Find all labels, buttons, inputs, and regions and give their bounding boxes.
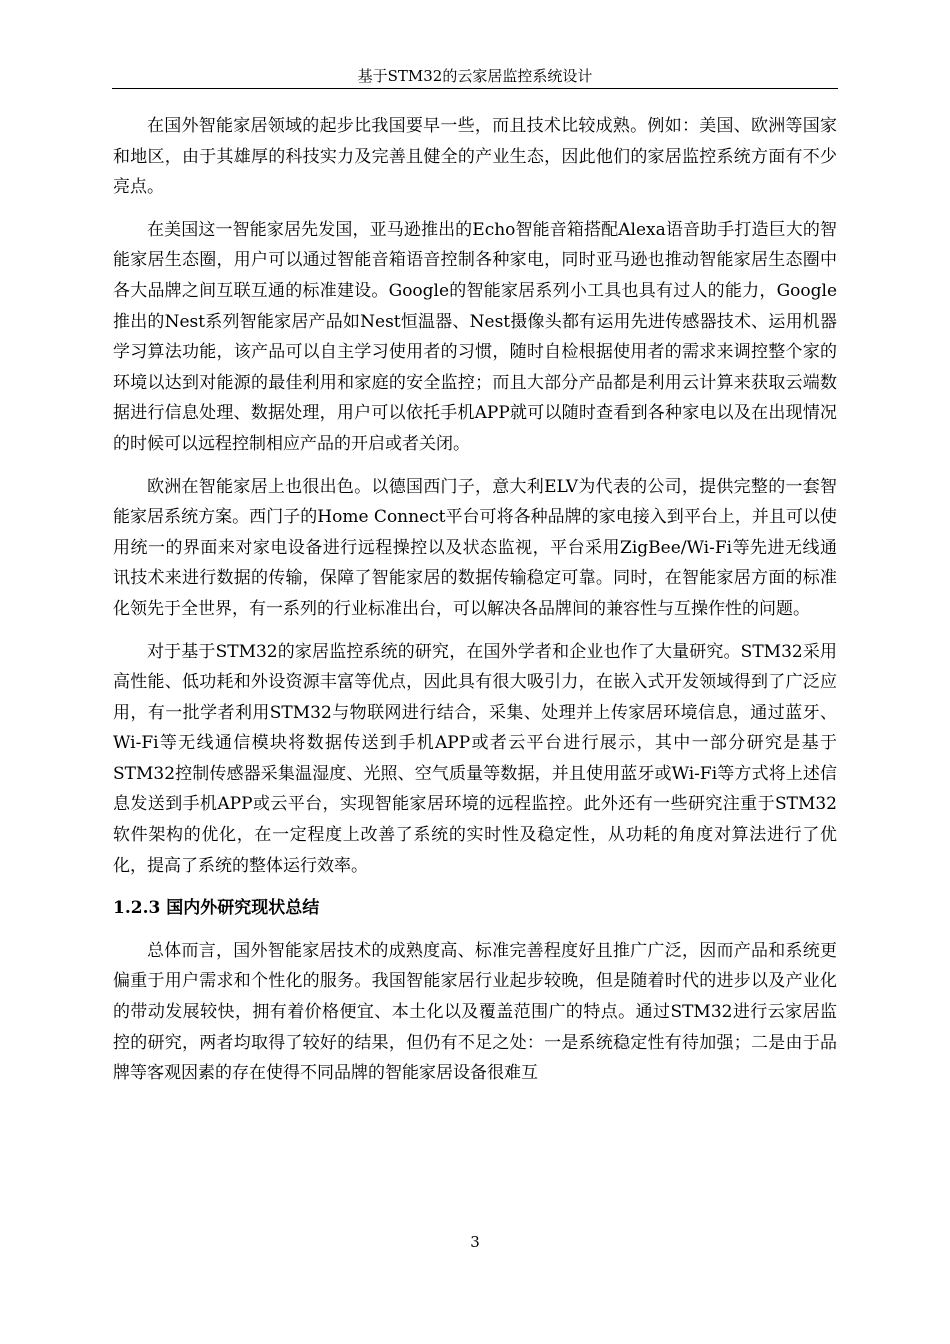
running-header: 基于STM32的云家居监控系统设计 bbox=[357, 67, 593, 85]
header-divider bbox=[112, 88, 838, 89]
body-text bbox=[113, 111, 837, 1101]
paragraph-foreign-overview: 在国外智能家居领域的起步比我国要早一些，而且技术比较成熟。例如：美国、欧洲等国家和地区，由于其雄厚的科技实力及完善且健全的产业生态，因此他们的家居监控系统方面有不少亮点。 bbox=[113, 116, 837, 198]
paragraph-europe: 欧洲在智能家居上也很出色。以德国西门子，意大利ELV为代表的公司，提供完整的一套智能家居系统方案。西门子的Home Connect平台可将各种品牌的家电接入到平台上，并且可以使用统一的界面来对家电设备进行远程操控以及状态监视，平台采用ZigBee/Wi-Fi等先进无线通讯技术来进行数据的传输，保障了智能家居的数据传输稳定可靠。同时，在智能家居方面的标准化领先于全世界，有一系列的行业标准出台，可以解决各品牌间的兼容性与互操作性的问题。 bbox=[113, 476, 837, 619]
paragraph-summary: 总体而言，国外智能家居技术的成熟度高、标准完善程度好且推广广泛，因而产品和系统更偏重于用户需求和个性化的服务。我国智能家居行业起步较晚，但是随着时代的进步以及产业化的带动发展较快，拥有着价格便宜、本土化以及覆盖范围广的特点。通过STM32进行云家居监控的研究，两者均取得了较好的结果，但仍有不足之处：一是系统稳定性有待加强；二是由于品牌等客观因素的存在使得不同品牌的智能家居设备很难互 bbox=[113, 940, 837, 1084]
page-number: 3 bbox=[470, 1233, 480, 1251]
paragraph-usa: 在美国这一智能家居先发国，亚马逊推出的Echo智能音箱搭配Alexa语音助手打造巨大的智能家居生态圈，用户可以通过智能音箱语音控制各种家电，同时亚马逊也推动智能家居生态圈中各大品牌之间互联互通的标准建设。Google的智能家居系列小工具也具有过人的能力，Google推出的Nest系列智能家居产品如Nest恒温器、Nest摄像头都有运用先进传感器技术、运用机器学习算法功能，该产品可以自主学习使用者的习惯，随时自检根据使用者的需求来调控整个家的环境以达到对能源的最佳利用和家庭的安全监控；而且大部分产品都是利用云计算来获取云端数据进行信息处理、数据处理，用户可以依托手机APP就可以随时查看到各种家电以及在出现情况的时候可以远程控制相应产品的开启或者关闭。 bbox=[113, 219, 837, 454]
paragraph-stm32-research: 对于基于STM32的家居监控系统的研究，在国外学者和企业也作了大量研究。STM32采用高性能、低功耗和外设资源丰富等优点，因此具有很大吸引力，在嵌入式开发领域得到了广泛应用，有一批学者利用STM32与物联网进行结合，采集、处理并上传家居环境信息，通过蓝牙、Wi-Fi等无线通信模块将数据传送到手机APP或者云平台进行展示，其中一部分研究是基于STM32控制传感器采集温湿度、光照、空气质量等数据，并且使用蓝牙或Wi-Fi等方式将上述信息发送到手机APP或云平台，实现智能家居环境的远程监控。此外还有一些研究注重于STM32软件架构的优化，在一定程度上改善了系统的实时性及稳定性，从功耗的角度对算法进行了优化，提高了系统的整体运行效率。 bbox=[113, 641, 837, 876]
section-heading: 1.2.3 国内外研究现状总结 bbox=[113, 898, 320, 919]
